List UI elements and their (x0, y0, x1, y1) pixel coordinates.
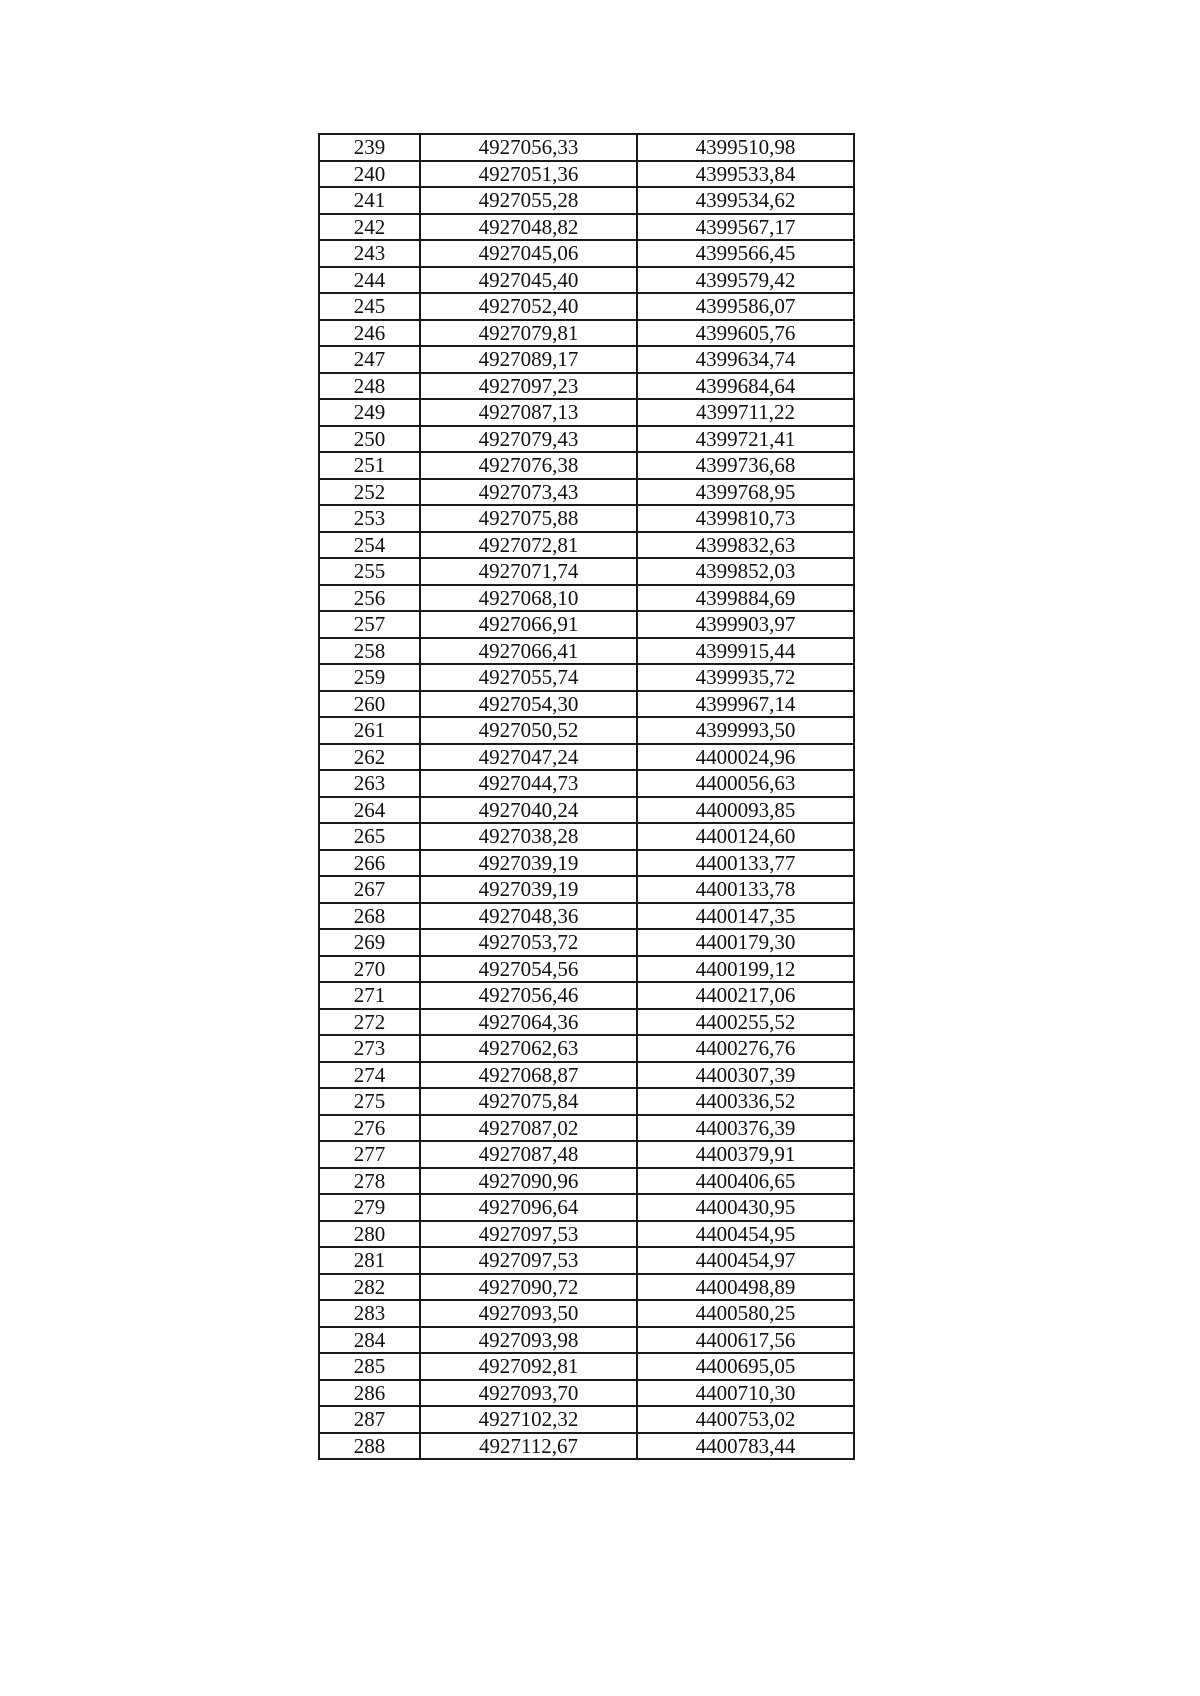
point-number-cell: 274 (319, 1062, 420, 1089)
table-row (319, 1433, 854, 1460)
table-row (319, 1088, 854, 1115)
x-coordinate-cell: 4927056,46 (420, 982, 637, 1009)
point-number-cell: 242 (319, 214, 420, 241)
x-coordinate-cell: 4927097,53 (420, 1221, 637, 1248)
table-row (319, 1380, 854, 1407)
x-coordinate-cell: 4927050,52 (420, 717, 637, 744)
y-coordinate-cell: 4399903,97 (637, 611, 854, 638)
point-number-cell: 264 (319, 797, 420, 824)
y-coordinate-cell: 4399533,84 (637, 161, 854, 188)
point-number-cell: 268 (319, 903, 420, 930)
y-coordinate-cell: 4400454,95 (637, 1221, 854, 1248)
table-row (319, 505, 854, 532)
x-coordinate-cell: 4927076,38 (420, 452, 637, 479)
point-number-cell: 284 (319, 1327, 420, 1354)
point-number-cell: 278 (319, 1168, 420, 1195)
table-row (319, 399, 854, 426)
x-coordinate-cell: 4927097,23 (420, 373, 637, 400)
table-row (319, 850, 854, 877)
point-number-cell: 263 (319, 770, 420, 797)
table-row (319, 1247, 854, 1274)
table-row (319, 134, 854, 161)
table-row (319, 823, 854, 850)
y-coordinate-cell: 4399810,73 (637, 505, 854, 532)
y-coordinate-cell: 4399534,62 (637, 187, 854, 214)
table-row (319, 267, 854, 294)
y-coordinate-cell: 4399586,07 (637, 293, 854, 320)
point-number-cell: 287 (319, 1406, 420, 1433)
x-coordinate-cell: 4927087,02 (420, 1115, 637, 1142)
table-row (319, 1353, 854, 1380)
y-coordinate-cell: 4400056,63 (637, 770, 854, 797)
y-coordinate-cell: 4399736,68 (637, 452, 854, 479)
table-row (319, 1221, 854, 1248)
point-number-cell: 269 (319, 929, 420, 956)
point-number-cell: 243 (319, 240, 420, 267)
y-coordinate-cell: 4399579,42 (637, 267, 854, 294)
x-coordinate-cell: 4927062,63 (420, 1035, 637, 1062)
table-row (319, 452, 854, 479)
point-number-cell: 266 (319, 850, 420, 877)
x-coordinate-cell: 4927075,88 (420, 505, 637, 532)
x-coordinate-cell: 4927038,28 (420, 823, 637, 850)
x-coordinate-cell: 4927071,74 (420, 558, 637, 585)
table-row (319, 717, 854, 744)
y-coordinate-cell: 4400307,39 (637, 1062, 854, 1089)
point-number-cell: 270 (319, 956, 420, 983)
y-coordinate-cell: 4400406,65 (637, 1168, 854, 1195)
point-number-cell: 252 (319, 479, 420, 506)
y-coordinate-cell: 4400179,30 (637, 929, 854, 956)
x-coordinate-cell: 4927055,28 (420, 187, 637, 214)
y-coordinate-cell: 4399567,17 (637, 214, 854, 241)
table-row (319, 770, 854, 797)
y-coordinate-cell: 4400430,95 (637, 1194, 854, 1221)
point-number-cell: 256 (319, 585, 420, 612)
point-number-cell: 245 (319, 293, 420, 320)
x-coordinate-cell: 4927072,81 (420, 532, 637, 559)
x-coordinate-cell: 4927112,67 (420, 1433, 637, 1460)
y-coordinate-cell: 4400379,91 (637, 1141, 854, 1168)
y-coordinate-cell: 4399605,76 (637, 320, 854, 347)
table-row (319, 373, 854, 400)
point-number-cell: 285 (319, 1353, 420, 1380)
x-coordinate-cell: 4927066,91 (420, 611, 637, 638)
table-row (319, 1168, 854, 1195)
point-number-cell: 276 (319, 1115, 420, 1142)
table-row (319, 187, 854, 214)
point-number-cell: 251 (319, 452, 420, 479)
table-row (319, 1327, 854, 1354)
y-coordinate-cell: 4399721,41 (637, 426, 854, 453)
point-number-cell: 279 (319, 1194, 420, 1221)
table-row (319, 1115, 854, 1142)
x-coordinate-cell: 4927064,36 (420, 1009, 637, 1036)
x-coordinate-cell: 4927066,41 (420, 638, 637, 665)
y-coordinate-cell: 4399832,63 (637, 532, 854, 559)
point-number-cell: 275 (319, 1088, 420, 1115)
point-number-cell: 280 (319, 1221, 420, 1248)
table-row (319, 1194, 854, 1221)
x-coordinate-cell: 4927090,96 (420, 1168, 637, 1195)
x-coordinate-cell: 4927053,72 (420, 929, 637, 956)
y-coordinate-cell: 4400753,02 (637, 1406, 854, 1433)
point-number-cell: 249 (319, 399, 420, 426)
table-row (319, 214, 854, 241)
y-coordinate-cell: 4400376,39 (637, 1115, 854, 1142)
y-coordinate-cell: 4400133,78 (637, 876, 854, 903)
table-row (319, 956, 854, 983)
x-coordinate-cell: 4927096,64 (420, 1194, 637, 1221)
y-coordinate-cell: 4399967,14 (637, 691, 854, 718)
x-coordinate-cell: 4927068,87 (420, 1062, 637, 1089)
table-row (319, 293, 854, 320)
y-coordinate-cell: 4400336,52 (637, 1088, 854, 1115)
table-row (319, 876, 854, 903)
point-number-cell: 286 (319, 1380, 420, 1407)
y-coordinate-cell: 4399711,22 (637, 399, 854, 426)
x-coordinate-cell: 4927040,24 (420, 797, 637, 824)
y-coordinate-cell: 4399510,98 (637, 134, 854, 161)
x-coordinate-cell: 4927047,24 (420, 744, 637, 771)
x-coordinate-cell: 4927056,33 (420, 134, 637, 161)
table-row (319, 611, 854, 638)
x-coordinate-cell: 4927054,56 (420, 956, 637, 983)
point-number-cell: 244 (319, 267, 420, 294)
point-number-cell: 257 (319, 611, 420, 638)
y-coordinate-cell: 4400255,52 (637, 1009, 854, 1036)
y-coordinate-cell: 4400617,56 (637, 1327, 854, 1354)
table-row (319, 532, 854, 559)
x-coordinate-cell: 4927093,98 (420, 1327, 637, 1354)
point-number-cell: 273 (319, 1035, 420, 1062)
x-coordinate-cell: 4927079,81 (420, 320, 637, 347)
point-number-cell: 282 (319, 1274, 420, 1301)
table-row (319, 929, 854, 956)
table-row (319, 479, 854, 506)
y-coordinate-cell: 4400133,77 (637, 850, 854, 877)
point-number-cell: 271 (319, 982, 420, 1009)
point-number-cell: 267 (319, 876, 420, 903)
point-number-cell: 283 (319, 1300, 420, 1327)
x-coordinate-cell: 4927102,32 (420, 1406, 637, 1433)
x-coordinate-cell: 4927051,36 (420, 161, 637, 188)
table-row (319, 664, 854, 691)
y-coordinate-cell: 4400124,60 (637, 823, 854, 850)
table-row (319, 1274, 854, 1301)
x-coordinate-cell: 4927044,73 (420, 770, 637, 797)
y-coordinate-cell: 4399634,74 (637, 346, 854, 373)
point-number-cell: 254 (319, 532, 420, 559)
point-number-cell: 261 (319, 717, 420, 744)
table-row (319, 558, 854, 585)
x-coordinate-cell: 4927048,82 (420, 214, 637, 241)
x-coordinate-cell: 4927093,50 (420, 1300, 637, 1327)
point-number-cell: 288 (319, 1433, 420, 1460)
y-coordinate-cell: 4399684,64 (637, 373, 854, 400)
table-row (319, 1300, 854, 1327)
table-row (319, 744, 854, 771)
table-row (319, 982, 854, 1009)
x-coordinate-cell: 4927045,06 (420, 240, 637, 267)
table-row (319, 161, 854, 188)
x-coordinate-cell: 4927087,13 (420, 399, 637, 426)
x-coordinate-cell: 4927093,70 (420, 1380, 637, 1407)
y-coordinate-cell: 4399852,03 (637, 558, 854, 585)
table-row (319, 240, 854, 267)
point-number-cell: 253 (319, 505, 420, 532)
point-number-cell: 250 (319, 426, 420, 453)
x-coordinate-cell: 4927068,10 (420, 585, 637, 612)
point-number-cell: 265 (319, 823, 420, 850)
x-coordinate-cell: 4927048,36 (420, 903, 637, 930)
coordinates-table-body (319, 134, 854, 1459)
point-number-cell: 247 (319, 346, 420, 373)
x-coordinate-cell: 4927089,17 (420, 346, 637, 373)
x-coordinate-cell: 4927045,40 (420, 267, 637, 294)
x-coordinate-cell: 4927075,84 (420, 1088, 637, 1115)
point-number-cell: 246 (319, 320, 420, 347)
y-coordinate-cell: 4400024,96 (637, 744, 854, 771)
point-number-cell: 259 (319, 664, 420, 691)
coordinates-table (318, 133, 855, 1460)
y-coordinate-cell: 4400783,44 (637, 1433, 854, 1460)
x-coordinate-cell: 4927052,40 (420, 293, 637, 320)
y-coordinate-cell: 4400498,89 (637, 1274, 854, 1301)
x-coordinate-cell: 4927039,19 (420, 850, 637, 877)
y-coordinate-cell: 4400695,05 (637, 1353, 854, 1380)
table-row (319, 346, 854, 373)
point-number-cell: 262 (319, 744, 420, 771)
y-coordinate-cell: 4399935,72 (637, 664, 854, 691)
table-row (319, 426, 854, 453)
x-coordinate-cell: 4927073,43 (420, 479, 637, 506)
table-row (319, 1009, 854, 1036)
y-coordinate-cell: 4400199,12 (637, 956, 854, 983)
y-coordinate-cell: 4399915,44 (637, 638, 854, 665)
point-number-cell: 239 (319, 134, 420, 161)
table-row (319, 585, 854, 612)
y-coordinate-cell: 4399768,95 (637, 479, 854, 506)
y-coordinate-cell: 4400454,97 (637, 1247, 854, 1274)
point-number-cell: 260 (319, 691, 420, 718)
x-coordinate-cell: 4927087,48 (420, 1141, 637, 1168)
x-coordinate-cell: 4927039,19 (420, 876, 637, 903)
table-row (319, 1406, 854, 1433)
table-row (319, 638, 854, 665)
point-number-cell: 281 (319, 1247, 420, 1274)
point-number-cell: 255 (319, 558, 420, 585)
y-coordinate-cell: 4400093,85 (637, 797, 854, 824)
x-coordinate-cell: 4927055,74 (420, 664, 637, 691)
point-number-cell: 241 (319, 187, 420, 214)
y-coordinate-cell: 4400147,35 (637, 903, 854, 930)
y-coordinate-cell: 4400580,25 (637, 1300, 854, 1327)
point-number-cell: 258 (319, 638, 420, 665)
point-number-cell: 277 (319, 1141, 420, 1168)
y-coordinate-cell: 4400710,30 (637, 1380, 854, 1407)
table-row (319, 1035, 854, 1062)
y-coordinate-cell: 4400217,06 (637, 982, 854, 1009)
point-number-cell: 272 (319, 1009, 420, 1036)
y-coordinate-cell: 4399566,45 (637, 240, 854, 267)
x-coordinate-cell: 4927092,81 (420, 1353, 637, 1380)
x-coordinate-cell: 4927097,53 (420, 1247, 637, 1274)
x-coordinate-cell: 4927079,43 (420, 426, 637, 453)
table-row (319, 1141, 854, 1168)
table-row (319, 691, 854, 718)
table-row (319, 797, 854, 824)
y-coordinate-cell: 4399993,50 (637, 717, 854, 744)
point-number-cell: 248 (319, 373, 420, 400)
table-row (319, 320, 854, 347)
y-coordinate-cell: 4400276,76 (637, 1035, 854, 1062)
y-coordinate-cell: 4399884,69 (637, 585, 854, 612)
point-number-cell: 240 (319, 161, 420, 188)
x-coordinate-cell: 4927090,72 (420, 1274, 637, 1301)
x-coordinate-cell: 4927054,30 (420, 691, 637, 718)
table-row (319, 1062, 854, 1089)
table-row (319, 903, 854, 930)
